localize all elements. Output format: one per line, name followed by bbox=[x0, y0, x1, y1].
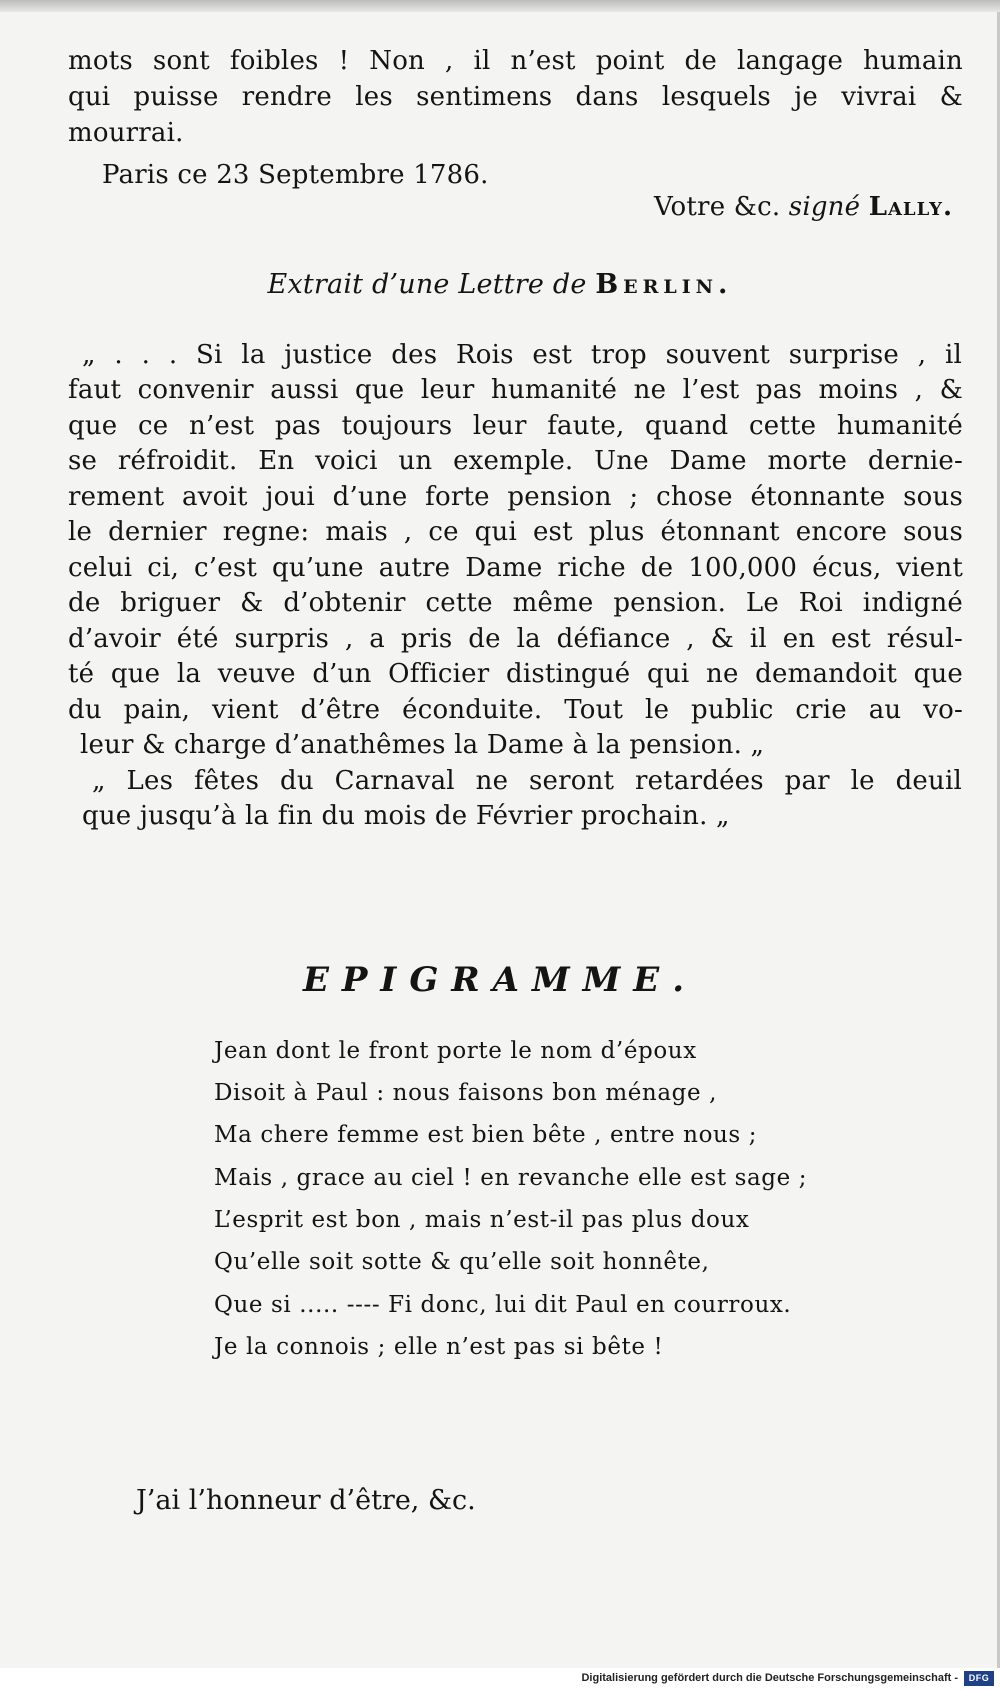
letter-line-3: mourrai. bbox=[68, 118, 184, 148]
extract-line-10: té que la veuve d’un Officier distingué qui ne demandoit que bbox=[68, 659, 963, 689]
signature-name: Lally. bbox=[868, 192, 953, 222]
epigram-verse-4: Mais , grace au ciel ! en revanche elle est sage ; bbox=[214, 1165, 808, 1191]
extract-heading bbox=[0, 268, 1000, 302]
extract-heading-prefix: Extrait d’une Lettre de bbox=[267, 269, 587, 300]
extract-line-4: se réfroidit. En voici un exemple. Une Dame morte dernie- bbox=[68, 446, 963, 476]
signature bbox=[654, 190, 953, 224]
page-edge-shadow bbox=[0, 0, 1000, 12]
extract-line-2: faut convenir aussi que leur humanité ne l’est pas moins , & bbox=[68, 375, 963, 405]
letter-line-2: qui puisse rendre les sentimens dans lesquels je vivrai & bbox=[68, 82, 963, 112]
epigram-verse-3: Ma chere femme est bien bête , entre nous ; bbox=[214, 1122, 758, 1148]
extract-line-13: „ Les fêtes du Carnaval ne seront retardées par le deuil bbox=[92, 766, 962, 796]
footer-credit: Digitalisierung gefördert durch die Deutsche Forschungsgemeinschaft - bbox=[581, 1672, 958, 1684]
epigram-verse-8: Je la connois ; elle n’est pas si bête ! bbox=[214, 1334, 664, 1360]
letter-line-1: mots sont foibles ! Non , il n’est point de langage humain bbox=[68, 46, 963, 76]
extract-line-12: leur & charge d’anathêmes la Dame à la pension. „ bbox=[80, 730, 765, 760]
epigram-verse-7: Que si ..... ---- Fi donc, lui dit Paul en courroux. bbox=[214, 1292, 792, 1318]
extract-line-7: celui ci, c’est qu’une autre Dame riche de 100,000 écus, vient bbox=[68, 553, 963, 583]
extract-line-11: du pain, vient d’être éconduite. Tout le public crie au vo- bbox=[68, 695, 963, 725]
epigram-verse-2: Disoit à Paul : nous faisons bon ménage , bbox=[214, 1080, 718, 1106]
signature-prefix: Votre &c. bbox=[653, 192, 781, 222]
epigram-verse-1: Jean dont le front porte le nom d’époux bbox=[214, 1038, 697, 1064]
extract-line-9: d’avoir été surpris , a pris de la défiance , & il en est résul- bbox=[68, 624, 963, 654]
epigram-verse-6: Qu’elle soit sotte & qu’elle soit honnête, bbox=[214, 1249, 710, 1275]
extract-line-3: que ce n’est pas toujours leur faute, quand cette humanité bbox=[68, 411, 963, 441]
extract-line-8: de briguer & d’obtenir cette même pension. Le Roi indigné bbox=[68, 588, 963, 618]
closing-formula: J’ai l’honneur d’être, &c. bbox=[136, 1485, 476, 1516]
epigram-verse-5: L’esprit est bon , mais n’est-il pas plus doux bbox=[214, 1207, 750, 1233]
extract-line-6: le dernier regne: mais , ce qui est plus étonnant encore sous bbox=[68, 517, 963, 547]
extract-line-5: rement avoit joui d’une forte pension ; chose étonnante sous bbox=[68, 482, 963, 512]
extract-line-1: „ . . . Si la justice des Rois est trop souvent surprise , il bbox=[82, 340, 962, 370]
extract-heading-city: Berlin. bbox=[595, 269, 733, 300]
dateline: Paris ce 23 Septembre 1786. bbox=[102, 160, 489, 190]
epigram-title: EPIGRAMME. bbox=[302, 960, 698, 1000]
dfg-logo: DFG bbox=[964, 1671, 994, 1686]
extract-line-14: que jusqu’à la fin du mois de Février prochain. „ bbox=[82, 801, 730, 831]
signature-word: signé bbox=[788, 192, 861, 222]
digitization-footer bbox=[0, 1668, 1000, 1690]
